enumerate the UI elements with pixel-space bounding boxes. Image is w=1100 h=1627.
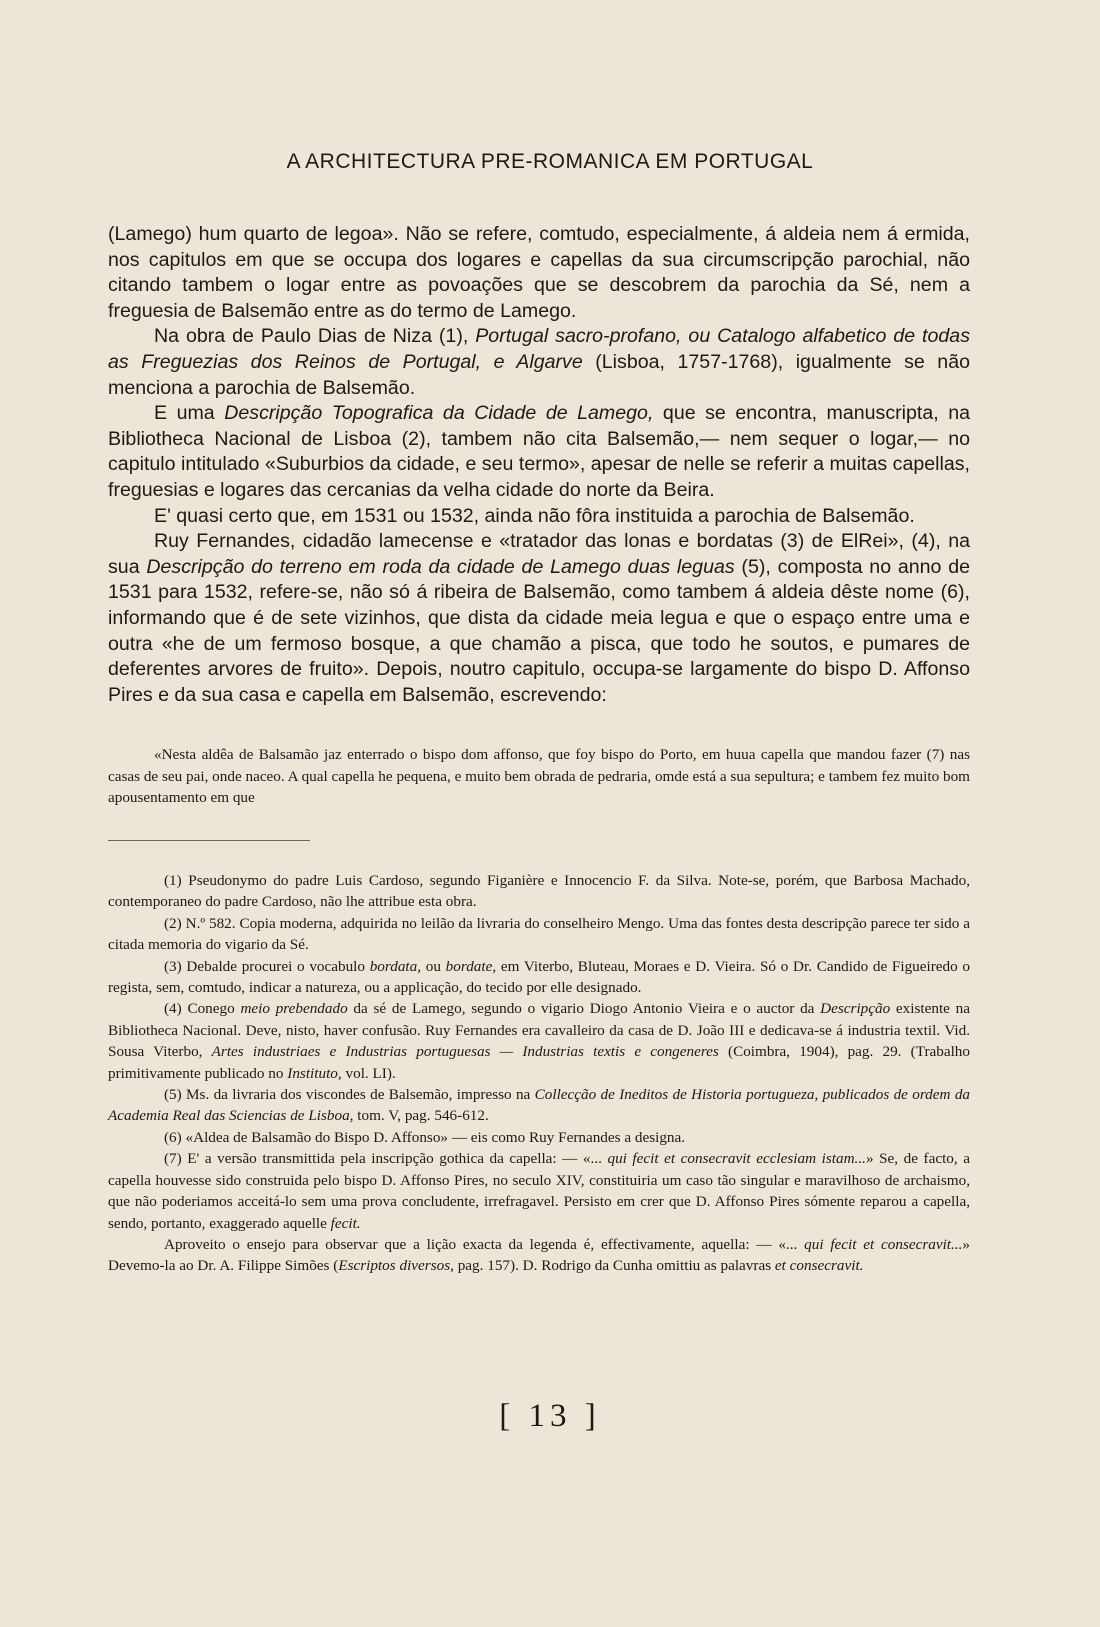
- footnote-7-continuation: [108, 1234, 970, 1277]
- footnotes: [108, 870, 970, 1277]
- footnote-4-text-c: existente na Bibliotheca Nacional. Deve, nisto, haver confusão. Ruy Fernandes era cavalleiro da casa de D. João III e dedicava-se á industria textil. Vid. Sousa Viterbo,: [108, 1000, 970, 1061]
- footnote-7-italic-2: fecit.: [330, 1214, 361, 1232]
- footnote-5: [108, 1084, 970, 1127]
- footnote-7-italic-1: qui fecit et consecravit ecclesiam istam...: [607, 1150, 866, 1168]
- footnote-4-italic-4: Instituto,: [287, 1064, 342, 1082]
- paragraph-3-text-a: E uma: [154, 402, 225, 425]
- page-number: [ 13 ]: [499, 1398, 601, 1434]
- footnote-8-italic-2: Escriptos diversos,: [338, 1257, 454, 1275]
- footnote-5-text-b: tom. V, pag. 546-612.: [353, 1107, 489, 1125]
- footnote-4-text-e: vol. LI).: [341, 1064, 396, 1082]
- footnote-1: (1) Pseudonymo do padre Luis Cardoso, segundo Figanière e Innocencio F. da Silva. Note-se, porém, que Barbosa Machado, contemporaneo do padre Cardoso, não lhe attribue esta obra.: [108, 872, 970, 911]
- paragraph-3: [108, 401, 970, 503]
- footnote-8-text-b: » Devemo-la ao Dr. A. Filippe Simões (: [108, 1235, 971, 1275]
- running-header: A ARCHITECTURA PRE-ROMANICA EM PORTUGAL: [286, 150, 814, 173]
- footnote-7-text-a: (7) E' a versão transmittida pela inscripção gothica da capella: — «...: [164, 1150, 608, 1168]
- footnote-8-italic-1: qui fecit et consecravit...: [804, 1235, 963, 1253]
- footnote-8-text-a: Aproveito o ensejo para observar que a lição exacta da legenda é, effectivamente, aquella: — «...: [164, 1235, 805, 1253]
- footnote-4-italic-3: Artes industriaes e Industrias portuguesas — Industrias textis e congeneres: [211, 1043, 719, 1061]
- footnote-3-text-a: (3) Debalde procurei o vocabulo: [164, 957, 370, 975]
- footnote-4: [108, 998, 970, 1084]
- footnote-4-text-a: (4) Conego: [164, 1000, 241, 1018]
- footnote-rule: [108, 840, 310, 841]
- block-quote: [108, 744, 970, 809]
- paragraph-2: [108, 324, 970, 401]
- footnote-3-text-b: ou: [421, 957, 446, 975]
- footnote-3: [108, 956, 970, 999]
- paragraph-5-title: Descripção do terreno em roda da cidade de Lamego duas leguas: [146, 555, 735, 578]
- quote-text: «Nesta aldêa de Balsamão jaz enterrado o bispo dom affonso, que foy bispo do Porto, em huua capella que mandou fazer (7) nas casas de seu pai, onde naceo. A qual capella he pequena, e muito bem obrada de pedraria, omde está a sua sepultura; e tambem fez muito bom apousentamento em que: [108, 746, 970, 806]
- footnote-8-text-c: pag. 157). D. Rodrigo da Cunha omittiu as palavras: [453, 1257, 775, 1275]
- footnote-4-text-d: (Coimbra, 1904), pag. 29. (Trabalho primitivamente publicado no: [108, 1043, 970, 1082]
- paragraph-2-text-a: Na obra de Paulo Dias de Niza (1),: [154, 325, 476, 348]
- footnote-7-text-b: » Se, de facto, a capella houvesse sido construida pelo bispo D. Affonso Pires, no seculo XIV, constituiria um caso tão singular e maravilhoso de archaismo, que não poderiamos acceitá-lo sem uma prova concludente, irrefragavel. Persisto em crer que D. Affonso Pires sómente reparou a capella, sendo, portanto, exaggerado aquelle: [108, 1150, 970, 1232]
- paragraph-5-text-b: (5), composta no anno de 1531 para 1532, refere-se, não só á ribeira de Balsemão, como tambem á aldeia dêste nome (6), informando que é de sete vizinhos, que dista da cidade meia legua e que o espaço entre uma e outra «he de um fermoso bosque, a que chamão a pisca, que todo he soutos, e pumares de deferentes arvores de fruito». Depois, noutro capitulo, occupa-se largamente do bispo D. Affonso Pires e da sua casa e capella em Balsemão, escrevendo:: [108, 555, 970, 706]
- footnote-4-italic-1: meio prebendado: [240, 1000, 348, 1018]
- paragraph-5-text-a: Ruy Fernandes, cidadão lamecense e «tratador das lonas e bordatas (3) de ElRei», (4), na sua: [108, 530, 970, 578]
- footnote-5-text-a: (5) Ms. da livraria dos viscondes de Balsemão, impresso na: [164, 1086, 535, 1104]
- paragraph-3-title: Descripção Topografica da Cidade de Lamego,: [224, 402, 654, 425]
- footnote-4-italic-2: Descripção: [820, 1000, 891, 1018]
- footnote-3-text-c: em Viterbo, Bluteau, Moraes e D. Vieira. Só o Dr. Candido de Figueiredo o regista, sem, comtudo, indicar a natureza, ou a applicação, do tecido por elle designado.: [108, 957, 971, 997]
- paragraph-2-title: Portugal sacro-profano, ou Catalogo alfabetico de todas as Freguezias dos Reinos de Portugal, e Algarve: [108, 325, 970, 373]
- paragraph-1: (Lamego) hum quarto de legoa». Não se refere, comtudo, especialmente, á aldeia nem á ermida, nos capitulos em que se occupa dos logares e capellas da sua circumscripção parochial, não citando tambem o logar entre as povoações que se descobrem da parochia da Sé, nem a freguesia de Balsemão entre as do termo de Lamego.: [108, 223, 970, 322]
- footnote-3-italic-1: bordata,: [369, 957, 422, 975]
- footnote-4-text-b: da sé de Lamego, segundo o vigario Diogo Antonio Vieira e o auctor da: [347, 1000, 821, 1018]
- footnote-2: (2) N.º 582. Copia moderna, adquirida no leilão da livraria do conselheiro Mengo. Uma das fontes desta descripção parece ter sido a citada memoria do vigario da Sé.: [108, 914, 970, 954]
- footnote-8-italic-3: et consecravit.: [774, 1257, 864, 1275]
- paragraph-3-text-b: que se encontra, manuscripta, na Bibliotheca Nacional de Lisboa (2), tambem não cita Balsemão,— nem sequer o logar,— no capitulo intitulado «Suburbios da cidade, e seu termo», apesar de nelle se referir a muitas capellas, freguesias e logares das cercanias da velha cidade do norte da Beira.: [108, 402, 971, 501]
- paragraph-5: [108, 529, 970, 708]
- footnote-7: [108, 1148, 970, 1234]
- footnote-5-italic: Collecção de Ineditos de Historia portugueza, publicados de ordem da Academia Real das Sciencias de Lisboa,: [108, 1086, 971, 1125]
- paragraph-2-text-b: (Lisboa, 1757-1768), igualmente se não menciona a parochia de Balsemão.: [108, 350, 970, 399]
- footnote-6: (6) «Aldea de Balsamão do Bispo D. Affonso» — eis como Ruy Fernandes a designa.: [164, 1128, 686, 1146]
- footnote-3-italic-2: bordate,: [445, 957, 497, 975]
- paragraph-4: E' quasi certo que, em 1531 ou 1532, ainda não fôra instituida a parochia de Balsemão.: [154, 504, 915, 527]
- main-text: [108, 222, 970, 708]
